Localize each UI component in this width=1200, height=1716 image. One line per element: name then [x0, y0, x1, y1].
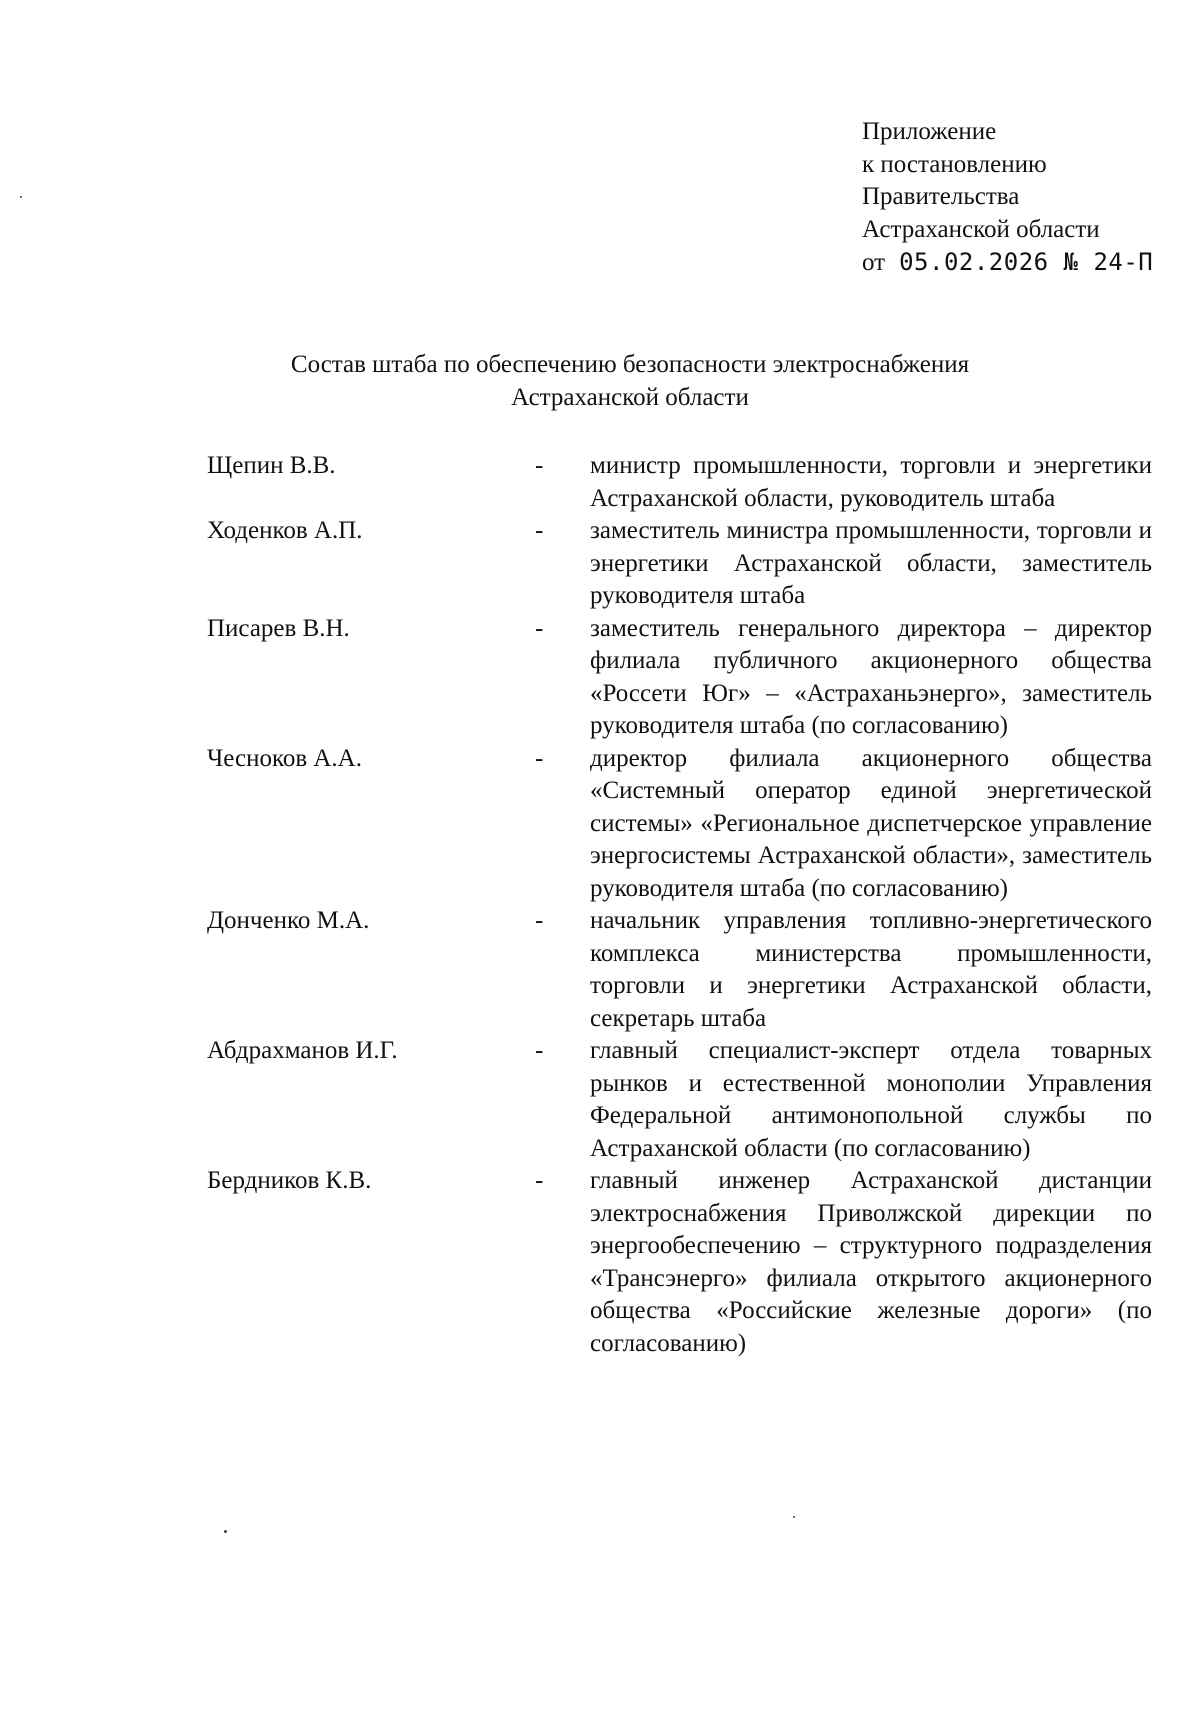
- member-name: Бердников К.В.: [207, 1167, 372, 1194]
- member-role: главный специалист-эксперт отдела товарных рынков и естественной монополии Управления Федеральной антимонопольной службы по Астраханской области (по согласованию): [590, 1037, 1152, 1162]
- appendix-line-4: Астраханской области: [862, 215, 1100, 243]
- document-title: [180, 348, 1080, 414]
- scan-speck: [20, 196, 22, 198]
- member-role: министр промышленности, торговли и энергетики Астраханской области, руководитель штаба: [590, 452, 1152, 512]
- member-role: заместитель министра промышленности, торговли и энергетики Астраханской области, заместитель руководителя штаба: [590, 517, 1152, 609]
- member-row: [207, 515, 1162, 613]
- members-list: [207, 450, 1162, 1360]
- member-name: Писарев В.Н.: [207, 614, 350, 642]
- title-line-2: Астраханской области: [511, 384, 749, 411]
- member-name: Щепин В.В.: [207, 452, 336, 479]
- title-line-1: Состав штаба по обеспечению безопасности электроснабжения: [290, 351, 970, 378]
- member-name: Донченко М.А.: [207, 907, 370, 934]
- member-row: [207, 450, 1162, 515]
- member-dash: -: [535, 452, 544, 479]
- member-dash: -: [535, 517, 544, 544]
- member-role: директор филиала акционерного общества «Системный оператор единой энергетической системы» «Региональное диспетчерское управление энергосистемы Астраханской области», заместитель руководителя штаба (по согласованию): [590, 744, 1152, 902]
- member-name: Абдрахманов И.Г.: [207, 1037, 398, 1064]
- scan-speck: [793, 1516, 795, 1518]
- member-row: [207, 905, 1162, 1035]
- member-row: [207, 1035, 1162, 1165]
- member-dash: -: [535, 907, 544, 934]
- member-dash: -: [535, 744, 544, 772]
- member-dash: -: [535, 1037, 544, 1064]
- member-role: заместитель генерального директора – директор филиала публичного акционерного общества «Россети Юг» – «Астраханьэнерго», заместитель руководителя штаба (по согласованию): [590, 614, 1152, 739]
- appendix-block: [862, 116, 1153, 280]
- appendix-number: 05.02.2026 № 24-П: [899, 248, 1154, 276]
- member-row: [207, 613, 1162, 743]
- member-row: [207, 1165, 1162, 1360]
- member-name: Ходенков А.П.: [207, 517, 363, 544]
- member-dash: -: [535, 614, 544, 642]
- member-name: Чесноков А.А.: [207, 744, 362, 772]
- member-row: [207, 743, 1162, 906]
- member-dash: -: [535, 1167, 544, 1194]
- scan-speck: [224, 1530, 227, 1533]
- appendix-line-2: к постановлению: [862, 150, 1047, 178]
- appendix-reference: [862, 246, 1153, 280]
- member-role: начальник управления топливно-энергетического комплекса министерства промышленности, торговли и энергетики Астраханской области, секретарь штаба: [590, 907, 1152, 1032]
- member-role: главный инженер Астраханской дистанции электроснабжения Приволжской дирекции по энергообеспечению – структурного подразделения «Трансэнерго» филиала открытого акционерного общества «Российские железные дороги» (по согласованию): [590, 1167, 1152, 1357]
- appendix-prefix: от: [862, 249, 886, 276]
- appendix-line-3: Правительства: [862, 183, 1020, 210]
- appendix-line-1: Приложение: [862, 118, 997, 145]
